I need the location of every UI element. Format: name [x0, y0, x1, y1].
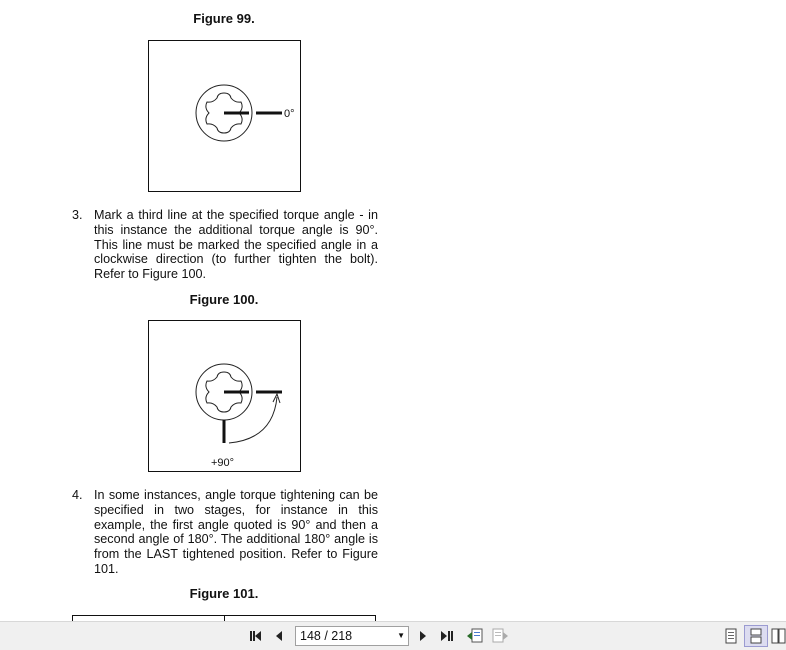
step-3 [72, 208, 378, 282]
step-text: Mark a third line at the specified torque angle - in this instance the additional torque angle is 90°. This line must be marked the specified angle in a clockwise direction (to further tighten the bolt). Refer to Figure 100. [94, 208, 378, 282]
chevron-down-icon[interactable]: ▼ [397, 631, 405, 640]
angle-label-0: 0° [284, 108, 295, 120]
forward-view-icon[interactable] [490, 626, 510, 646]
page-number-input[interactable] [295, 626, 409, 646]
figure-99-box [148, 40, 301, 192]
step-number: 3. [72, 208, 83, 222]
figure-100-caption: Figure 100. [189, 292, 259, 307]
figure-100-box [148, 320, 301, 472]
step-4 [72, 488, 378, 577]
facing-page-icon[interactable] [771, 626, 786, 646]
prev-page-icon[interactable] [271, 626, 287, 646]
back-view-icon[interactable] [465, 626, 485, 646]
step-text: In some instances, angle torque tightening can be specified in two stages, for instance in this example, the first angle quoted is 90° and then a second angle of 180°. The additional 180° angle is from the LAST tightened position. Refer to Figure 101. [94, 488, 378, 576]
viewer-toolbar [0, 621, 786, 650]
continuous-page-icon[interactable] [744, 625, 768, 647]
figure-99-caption: Figure 99. [193, 11, 255, 26]
figure-101-caption: Figure 101. [189, 586, 259, 601]
step-number: 4. [72, 488, 83, 502]
torx-bolt-diagram-0deg [149, 41, 302, 193]
page-display: 148 / 218 [300, 629, 353, 643]
next-page-icon[interactable] [415, 626, 431, 646]
angle-label-90: +90° [211, 457, 235, 469]
last-page-icon[interactable] [438, 626, 456, 646]
single-page-icon[interactable] [723, 626, 739, 646]
first-page-icon[interactable] [248, 626, 264, 646]
torx-bolt-diagram-90deg [149, 321, 302, 473]
